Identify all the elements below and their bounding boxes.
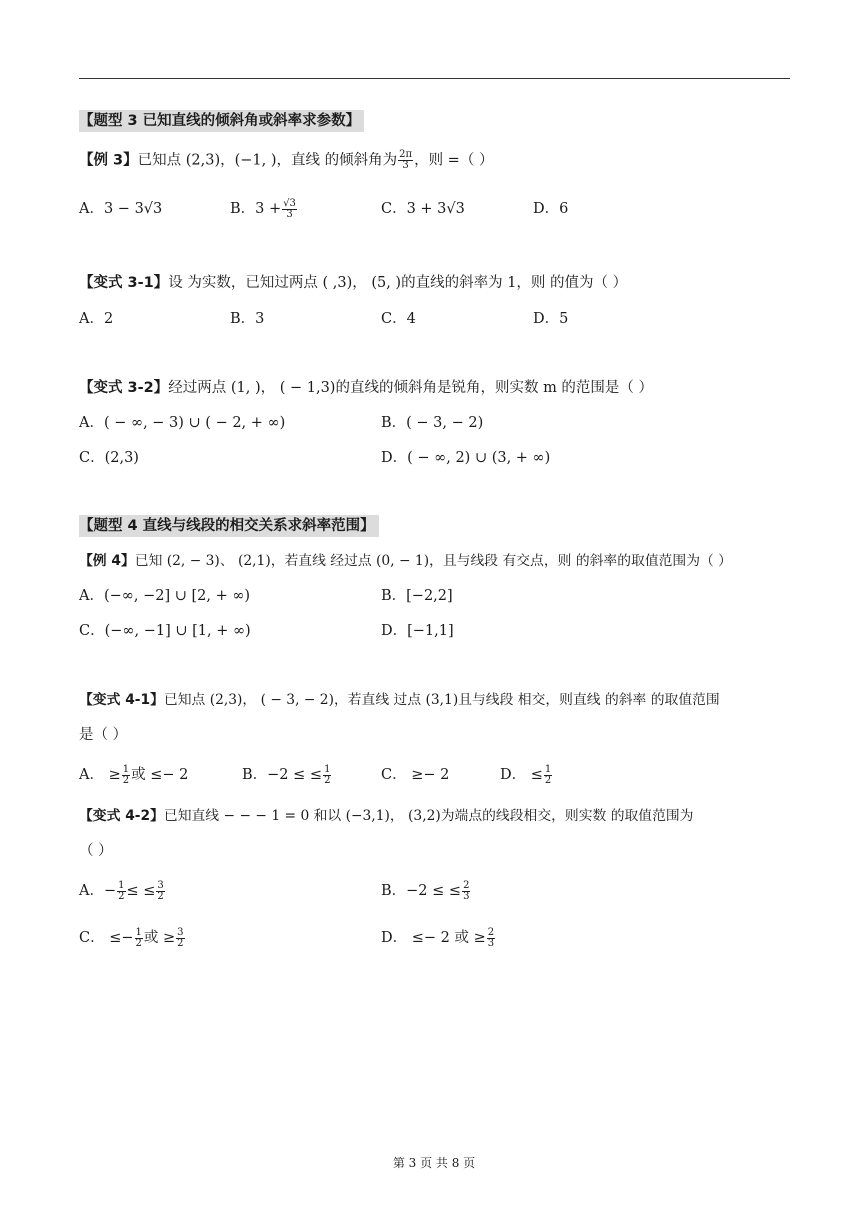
option-b: B．[−2,2] <box>381 588 453 604</box>
section-heading-4: 【题型 4 直线与线段的相交关系求斜率范围】 <box>79 515 379 537</box>
variant-4-2-stem <box>79 806 693 826</box>
example-tag: 【例 4】 <box>79 553 135 569</box>
fraction: $\frac{2}{3}$ <box>487 926 495 949</box>
option-a: A．3 − 3√3 <box>79 201 163 217</box>
option-b: B．3 + $\frac{√3}{3}$ <box>230 197 296 220</box>
stem-part-a: 已知点 (2,3)，(−1, )，直线 的倾斜角为 <box>137 152 398 169</box>
option-d: D．5 <box>533 311 569 327</box>
option-a: A．− $\frac{1}{2}$ ≤ ≤ $\frac{3}{2}$ <box>79 879 164 902</box>
option-d: D． ≤− 2 或 ≥ $\frac{2}{3}$ <box>381 926 495 949</box>
fraction: $\frac{√3}{3}$ <box>283 197 296 220</box>
stem-text: 设 为实数，已知过两点 ( ,3)， (5, )的直线的斜率为 1，则 的值为（ ） <box>168 275 628 291</box>
header-rule <box>79 78 790 79</box>
variant-tag: 【变式 4-2】 <box>79 808 164 824</box>
option-b: B．3 <box>230 311 265 327</box>
stem-text: 已知 (2, − 3)、 (2,1)，若直线 经过点 (0, − 1)，且与线段 有交点，则 的斜率的取值范围为（ ） <box>134 553 732 569</box>
fraction: $\frac{1}{2}$ <box>544 763 552 786</box>
page-footer: 第 3 页 共 8 页 <box>392 1156 476 1170</box>
fraction: $\frac{3}{2}$ <box>157 879 164 902</box>
fraction: $\frac{1}{2}$ <box>122 763 130 786</box>
fraction: $\frac{2}{3}$ <box>463 879 470 902</box>
fraction: $\frac{3}{2}$ <box>177 926 184 949</box>
section-heading-3: 【题型 3 已知直线的倾斜角或斜率求参数】 <box>79 110 364 132</box>
option-c: C．3 + 3√3 <box>381 201 465 217</box>
option-c: C．(−∞, −1] ∪ [1, + ∞) <box>79 623 251 639</box>
option-d: D． ≤ $\frac{1}{2}$ <box>500 763 552 786</box>
option-b: B．−2 ≤ ≤ $\frac{2}{3}$ <box>381 879 470 902</box>
fraction: $\frac{1}{2}$ <box>135 926 142 949</box>
option-a: A．( − ∞, − 3) ∪ ( − 2, + ∞) <box>79 415 286 431</box>
variant-tag: 【变式 3-2】 <box>79 380 169 396</box>
option-b: B．−2 ≤ ≤ $\frac{1}{2}$ <box>242 763 331 786</box>
option-c: C． ≥− 2 <box>381 767 450 783</box>
stem-text: 已知直线 − − − 1 = 0 和以 (−3,1)， (3,2)为端点的线段相交，则实数 的取值范围为 <box>163 808 694 824</box>
fraction: $\frac{1}{2}$ <box>324 763 331 786</box>
variant-3-2-stem <box>79 378 653 398</box>
option-b: B．( − 3, − 2) <box>381 415 484 431</box>
variant-3-1-stem <box>79 273 627 293</box>
example-3-stem <box>79 150 493 171</box>
variant-4-1-stem-cont: 是（ ） <box>79 727 128 743</box>
option-a: A． ≥ $\frac{1}{2}$ 或 ≤− 2 <box>79 763 189 786</box>
stem-text: 已知点 (2,3)， ( − 3, − 2)，若直线 过点 (3,1)且与线段 相交，则直线 的斜率 的取值范围 <box>163 692 720 708</box>
option-d: D．[−1,1] <box>381 623 454 639</box>
variant-tag: 【变式 3-1】 <box>79 275 169 291</box>
variant-4-2-stem-cont: （ ） <box>79 843 113 859</box>
option-c: C．(2,3) <box>79 450 139 466</box>
fraction: $\frac{1}{2}$ <box>118 879 125 902</box>
stem-text: 经过两点 (1, )， ( − 1,3)的直线的倾斜角是锐角，则实数 m 的范围是（ ） <box>168 380 654 396</box>
fraction: $\frac{2\pi}{3}$ <box>399 149 413 171</box>
option-a: A．2 <box>79 311 114 327</box>
stem-part-b: ，则 =（ ） <box>414 152 494 169</box>
option-a: A．(−∞, −2] ∪ [2, + ∞) <box>79 588 251 604</box>
option-c: C． ≤− $\frac{1}{2}$ 或 ≥ $\frac{3}{2}$ <box>79 926 184 949</box>
option-d: D．( − ∞, 2) ∪ (3, + ∞) <box>381 450 551 466</box>
option-c: C．4 <box>381 311 416 327</box>
variant-tag: 【变式 4-1】 <box>79 692 164 708</box>
option-d: D．6 <box>533 201 569 217</box>
example-tag: 【例 3】 <box>79 152 138 169</box>
variant-4-1-stem <box>79 690 720 710</box>
example-4-stem <box>79 551 732 571</box>
